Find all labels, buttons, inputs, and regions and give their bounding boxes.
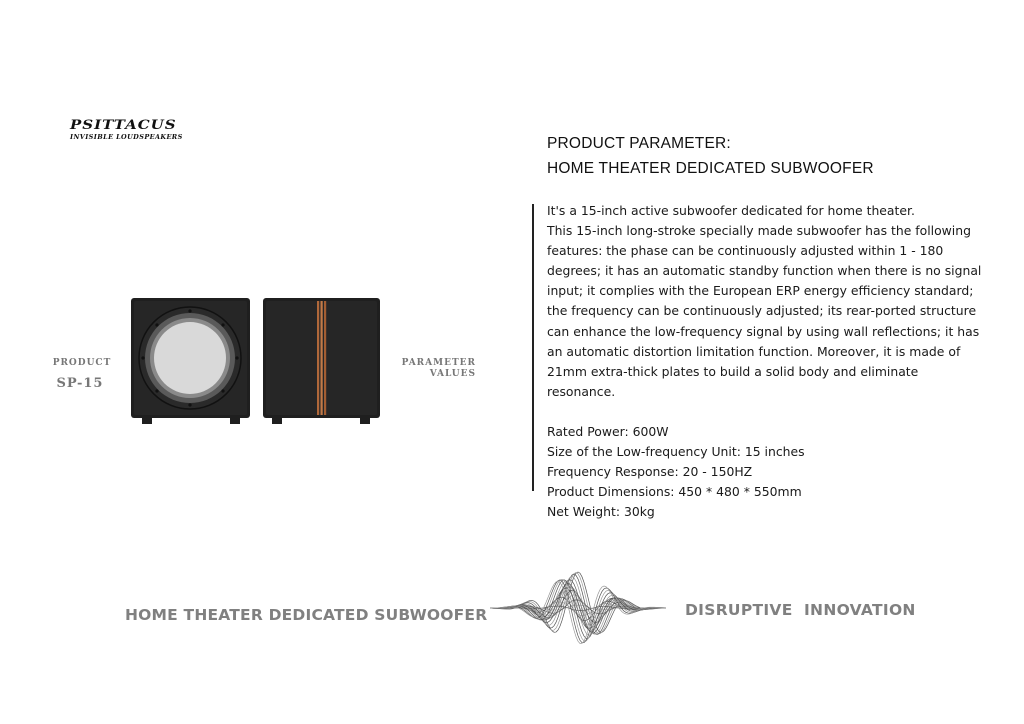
sound-wave-graphic bbox=[490, 566, 666, 650]
product-label: PRODUCT bbox=[52, 358, 112, 368]
parameter-title-line-1: PRODUCT PARAMETER: bbox=[547, 135, 731, 152]
spec-dimensions: Product Dimensions: 450 * 480 * 550mm bbox=[547, 484, 802, 500]
spec-list bbox=[547, 422, 987, 522]
wave-line bbox=[490, 581, 666, 643]
brand-logo bbox=[70, 118, 183, 141]
parameter-title bbox=[547, 131, 874, 181]
intro-text: It's a 15-inch active subwoofer dedicated for home theater. bbox=[547, 203, 915, 218]
footer-right-text: DISRUPTIVE INNOVATION bbox=[685, 601, 916, 619]
spec-net-weight: Net Weight: 30kg bbox=[547, 504, 655, 520]
brand-tagline: INVISIBLE LOUDSPEAKERS bbox=[70, 133, 183, 141]
spec-frequency-response: Frequency Response: 20 - 150HZ bbox=[547, 464, 753, 480]
spec-unit-size: Size of the Low-frequency Unit: 15 inches bbox=[547, 444, 805, 460]
parameter-values-label: PARAMETER VALUES bbox=[401, 358, 476, 379]
brand-name: PSITTACUS bbox=[70, 117, 177, 133]
parameter-title-line-2: HOME THEATER DEDICATED SUBWOOFER bbox=[547, 160, 874, 177]
subwoofer-side-image bbox=[262, 298, 382, 426]
subwoofer-front-image bbox=[130, 298, 252, 426]
description-text: This 15-inch long-stroke specially made subwoofer has the following features: the phase can be continuously adjusted within 1 - 180 degrees; it has an automatic standby function when there is no signal input; it complies with the European ERP energy efficiency standard; the frequency can be continuously adjusted; its rear-ported structure can enhance the low-frequency signal by using wall reflections; it has an automatic distortion limitation function. Moreover, it is made of 21mm extra-thick plates to build a solid body and eliminate resonance. bbox=[547, 223, 982, 399]
product-model: SP-15 bbox=[56, 376, 104, 391]
spec-rated-power: Rated Power: 600W bbox=[547, 423, 669, 439]
parameter-body bbox=[547, 201, 987, 522]
vertical-divider bbox=[532, 204, 534, 491]
footer-left-text: HOME THEATER DEDICATED SUBWOOFER bbox=[125, 606, 488, 624]
